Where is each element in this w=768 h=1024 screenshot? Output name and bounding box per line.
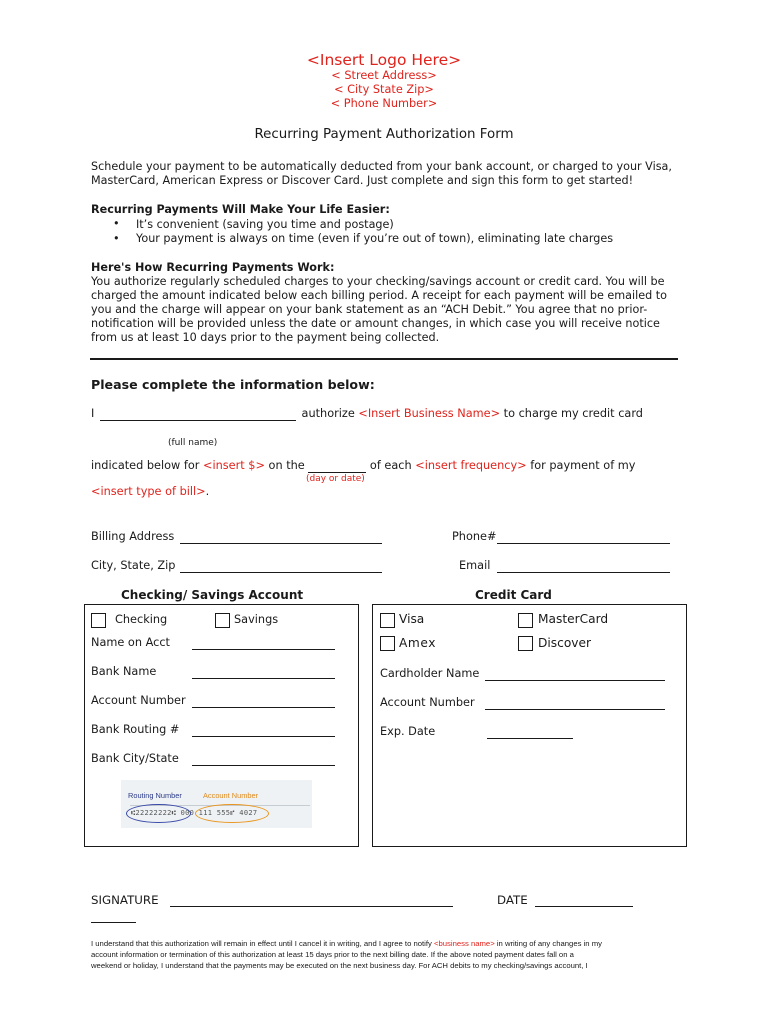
full-name-field[interactable] [100,407,296,421]
bank-name-label: Bank Name [91,665,157,678]
fine-print-part-2: in writing of any changes in my [496,939,602,948]
discover-checkbox[interactable] [518,636,533,651]
phone-number-placeholder: < Phone Number> [330,97,438,110]
frequency-placeholder: <insert frequency> [415,459,527,472]
account-oval [195,804,269,823]
date-label: DATE [497,893,528,907]
fine-print-line-1 [91,938,602,949]
full-name-caption: (full name) [168,438,218,448]
logo-placeholder: <Insert Logo Here> [306,51,462,69]
check-illustration [121,780,312,828]
billing-address-field[interactable] [180,543,382,544]
fine-print-part-1: I understand that this authorization will remain in effect until I cancel it in writing, and I agree to notify [91,939,432,948]
cardholder-name-field[interactable] [485,680,665,681]
savings-label: Savings [234,613,279,626]
bill-type-placeholder: <insert type of bill> [91,485,206,498]
account-number-caption: Account Number [203,791,259,800]
how-line-2: charged the amount indicated below each billing period. A receipt for each payment will be emailed to [91,289,668,302]
label-period: . [205,485,210,498]
label-of-each: of each [369,459,412,472]
checking-label: Checking [115,613,168,626]
street-address-placeholder: < Street Address> [331,69,437,82]
signature-label: SIGNATURE [91,893,159,907]
bullet-icon: • [113,217,120,230]
business-name-placeholder: <Insert Business Name> [358,407,501,420]
card-account-number-label: Account Number [380,696,475,709]
amex-checkbox[interactable] [380,636,395,651]
section-divider [90,358,678,360]
label-authorize: authorize [301,407,355,420]
exp-date-label: Exp. Date [380,725,436,738]
label-i: I [91,407,95,420]
credit-card-title: Credit Card [475,588,552,602]
phone-label: Phone# [452,530,497,543]
day-or-date-field[interactable] [308,459,366,473]
email-label: Email [459,559,491,572]
fine-print-line-2: account information or termination of this authorization at least 15 days prior to the next billing date. If the above noted payment dates fall on a [91,950,574,959]
bank-city-state-label: Bank City/State [91,752,179,765]
checking-checkbox[interactable] [91,613,106,628]
bank-account-number-label: Account Number [91,694,186,707]
how-line-1: You authorize regularly scheduled charges to your checking/savings account or credit card. You will be [91,275,665,288]
name-on-acct-field[interactable] [192,649,335,650]
city-state-zip-field[interactable] [180,572,382,573]
bank-city-state-field[interactable] [192,765,335,766]
label-on-the: on the [268,459,305,472]
how-line-3: you and the charge will appear on your bank statement as an “ACH Debit.” You agree that no prior- [91,303,648,316]
checking-savings-title: Checking/ Savings Account [121,588,304,602]
routing-oval [126,804,191,823]
visa-checkbox[interactable] [380,613,395,628]
fine-print-line-3: weekend or holiday, I understand that the payments may be executed on the next business day. For ACH debits to my checking/savings account, I [91,961,588,970]
day-or-date-caption: (day or date) [306,474,365,484]
name-on-acct-label: Name on Acct [91,636,170,649]
visa-label: Visa [399,612,425,626]
amount-placeholder: <insert $> [203,459,265,472]
discover-label: Discover [538,636,591,650]
intro-line-1: Schedule your payment to be automatically deducted from your bank account, or charged to your Visa, [91,160,672,173]
label-to-charge: to charge my credit card [503,407,643,420]
savings-checkbox[interactable] [215,613,230,628]
billing-address-label: Billing Address [91,530,175,543]
signature-field[interactable] [170,906,453,907]
city-state-zip-placeholder: < City State Zip> [334,83,434,96]
how-line-5: from us at least 10 days prior to the payment being collected. [91,331,440,344]
bank-routing-field[interactable] [192,736,335,737]
cardholder-name-label: Cardholder Name [380,667,480,680]
bank-routing-label: Bank Routing # [91,723,180,736]
how-heading: Here's How Recurring Payments Work: [91,261,335,274]
fine-print-business-placeholder: <business name> [434,939,495,948]
email-field[interactable] [497,572,670,573]
easier-bullet-1: It’s convenient (saving you time and postage) [136,218,394,231]
intro-line-2: MasterCard, American Express or Discover Card. Just complete and sign this form to get started! [91,174,634,187]
label-for-payment: for payment of my [530,459,636,472]
bank-account-number-field[interactable] [192,707,335,708]
exp-date-field[interactable] [487,738,573,739]
form-heading: Please complete the information below: [91,377,375,392]
easier-bullet-2: Your payment is always on time (even if you’re out of town), eliminating late charges [136,232,614,245]
city-state-zip-label: City, State, Zip [91,559,176,572]
phone-field[interactable] [497,543,670,544]
signature-field-continued[interactable] [91,922,136,923]
routing-number-caption: Routing Number [128,791,182,800]
bank-name-field[interactable] [192,678,335,679]
mastercard-label: MasterCard [538,612,609,626]
page-title: Recurring Payment Authorization Form [254,127,514,142]
micr-line: ⑆22222222⑆ 000 111 555⑈ 4027 [131,809,258,817]
mastercard-checkbox[interactable] [518,613,533,628]
amex-label: Amex [399,636,437,650]
easier-heading: Recurring Payments Will Make Your Life Easier: [91,203,390,216]
date-field[interactable] [535,906,633,907]
card-account-number-field[interactable] [485,709,665,710]
label-indicated-below: indicated below for [91,459,200,472]
how-line-4: notification will be provided unless the date or amount changes, in which case you will receive notice [91,317,660,330]
bullet-icon: • [113,232,120,245]
